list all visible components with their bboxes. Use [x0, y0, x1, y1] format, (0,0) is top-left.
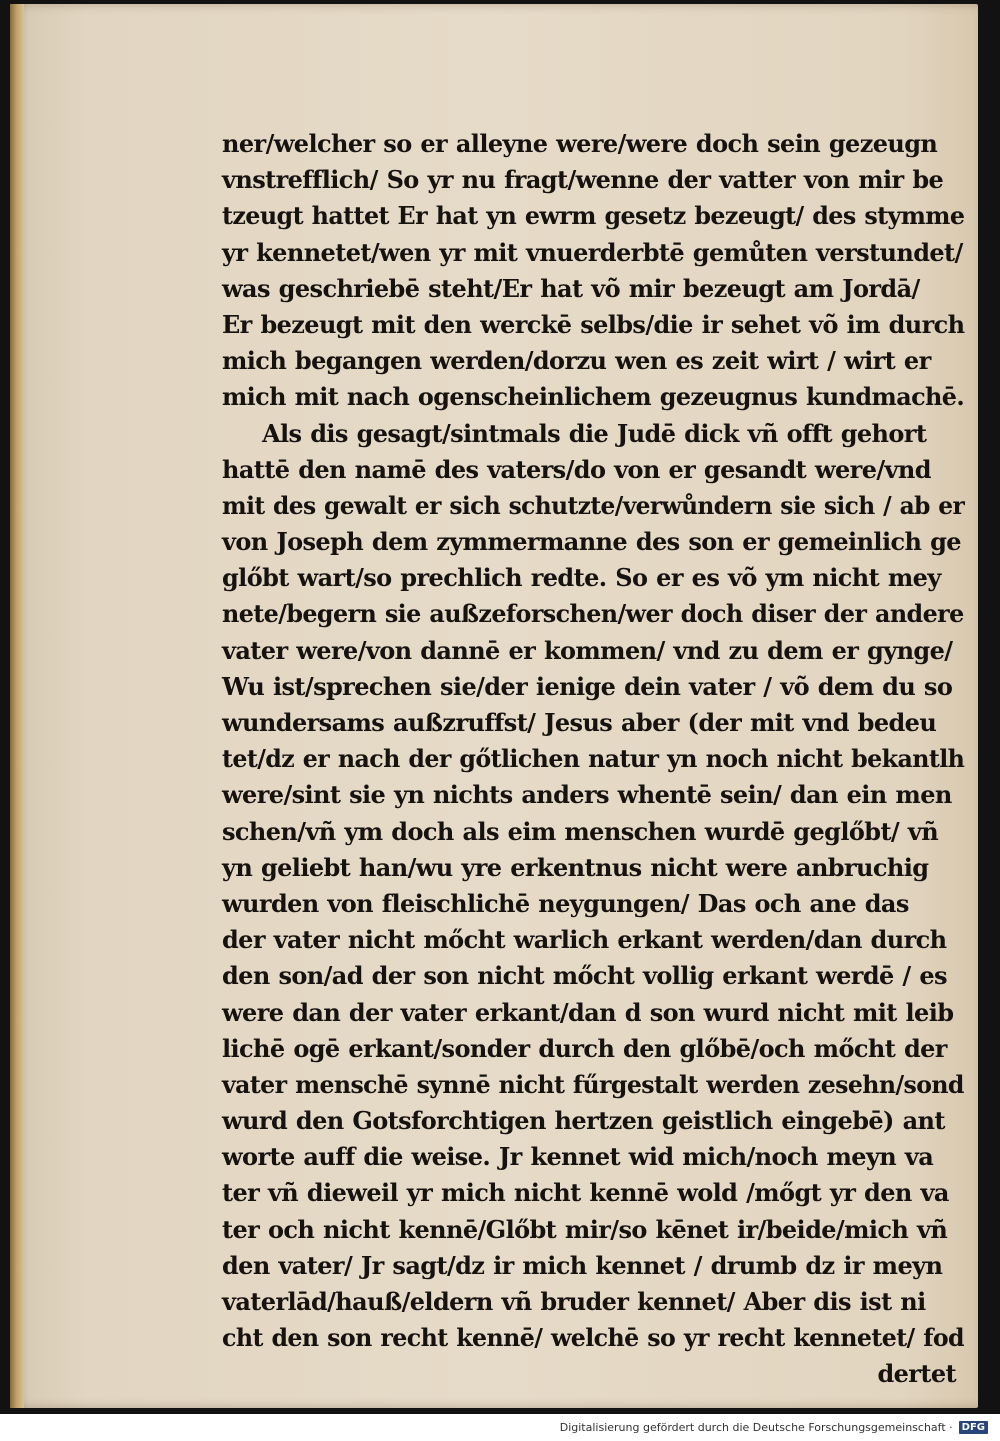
text-line: cht den son recht kennē/ welchē so yr recht kennetet/ fod — [222, 1323, 965, 1353]
text-line: mich mit nach ogenscheinlichem gezeugnus kundmachē. — [222, 382, 965, 412]
text-line: wundersams außzruffst/ Jesus aber (der mit vnd bedeu — [222, 708, 937, 737]
text-line: von Joseph dem zymmermanne des son er gemeinlich ge — [222, 527, 961, 557]
text-line: vaterlād/hauß/eldern vñ bruder kennet/ Aber dis ist ni — [222, 1287, 926, 1316]
text-block — [222, 126, 964, 1393]
text-line: wurden von fleischlichē neygungen/ Das och ane das — [222, 888, 909, 918]
text-line: were dan der vater erkant/dan d son wurd nicht mit leib — [222, 997, 954, 1027]
text-line: den son/ad der son nicht mőcht vollig erkant werdē / es — [222, 961, 947, 991]
text-line: vnstrefflich/ So yr nu fragt/wenne der vatter von mir be — [222, 165, 944, 195]
text-line: was geschriebē steht/Er hat võ mir bezeugt am Jordā/ — [222, 273, 920, 303]
footer-bar — [0, 1414, 1000, 1441]
text-line: nete/begern sie außzeforschen/wer doch diser der andere — [222, 599, 964, 629]
text-line: were/sint sie yn nichts anders whentē sein/ dan ein men — [222, 780, 952, 810]
funding-credit: Digitalisierung gefördert durch die Deutsche Forschungsgemeinschaft · — [559, 1421, 953, 1434]
text-line: den vater/ Jr sagt/dz ir mich kennet / drumb dz ir meyn — [222, 1250, 943, 1280]
text-line: tet/dz er nach der gőtlichen natur yn noch nicht bekantlh — [222, 744, 965, 774]
text-line: vater were/von dannē er kommen/ vnd zu dem er gynge/ — [222, 635, 953, 665]
text-line: Als dis gesagt/sintmals die Judē dick vñ offt gehort — [262, 418, 927, 448]
text-line: wurd den Gotsforchtigen hertzen geistlich eingebē) ant — [222, 1106, 945, 1136]
text-line: mich begangen werden/dorzu wen es zeit wirt / wirt er — [222, 346, 931, 376]
catchword: dertet — [877, 1359, 956, 1389]
text-line: worte auff die weise. Jr kennet wid mich/noch meyn va — [222, 1142, 934, 1172]
text-line: yr kennetet/wen yr mit vnuerderbtē gemůten verstundet/ — [222, 237, 963, 267]
text-line: der vater nicht mőcht warlich erkant werden/dan durch — [222, 925, 947, 955]
page-binding-edge — [10, 4, 24, 1408]
text-line: schen/vñ ym doch als eim menschen wurdē geglőbt/ vñ — [222, 816, 939, 846]
text-line: ner/welcher so er alleyne were/were doch sein gezeugn — [222, 129, 938, 158]
text-line: glőbt wart/so prechlich redte. So er es võ ym nicht mey — [222, 563, 941, 593]
text-line: Er bezeugt mit den werckē selbs/die ir sehet võ im durch — [222, 309, 965, 339]
text-line: Wu ist/sprechen sie/der ienige dein vater / võ dem du so — [222, 671, 953, 701]
text-line: ter och nicht kennē/Glőbt mir/so kēnet ir/beide/mich vñ — [222, 1214, 948, 1244]
text-line: tzeugt hattet Er hat yn ewrm gesetz bezeugt/ des stymme — [222, 201, 965, 231]
dfg-logo: DFG — [959, 1421, 988, 1434]
text-line: mit des gewalt er sich schutzte/verwůndern sie sich / ab er — [222, 490, 965, 520]
text-line: vater menschē synnē nicht fűrgestalt werden zesehn/sond — [222, 1069, 964, 1099]
text-line: ter vñ dieweil yr mich nicht kennē wold /mőgt yr den va — [222, 1178, 949, 1208]
text-line: lichē ogē erkant/sonder durch den glőbē/och mőcht der — [222, 1033, 947, 1063]
text-line: yn geliebt han/wu yre erkentnus nicht were anbruchig — [222, 852, 929, 882]
text-line: hattē den namē des vaters/do von er gesandt were/vnd — [222, 454, 931, 484]
